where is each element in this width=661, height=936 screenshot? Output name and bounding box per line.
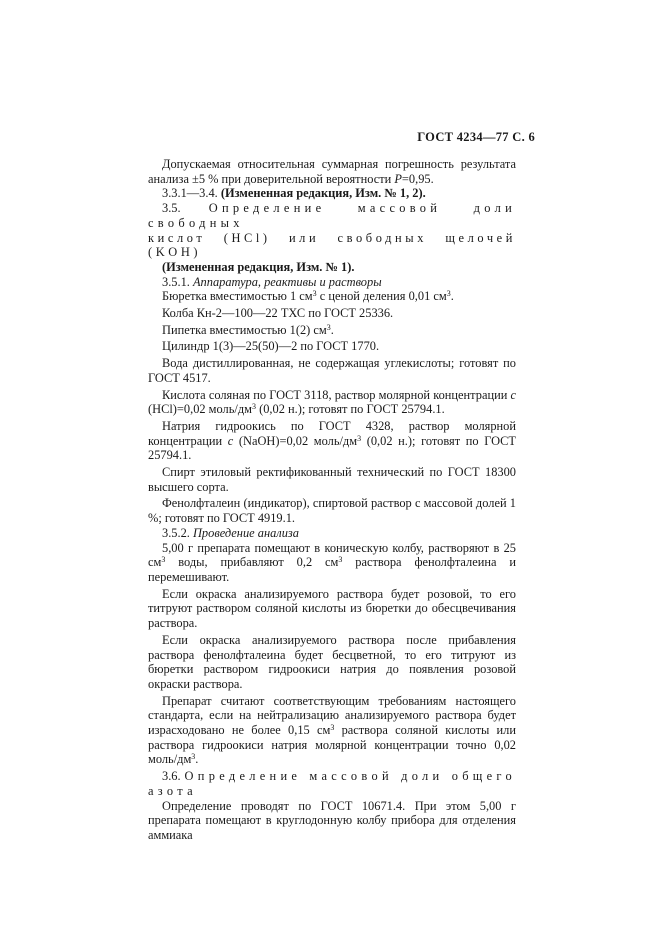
paragraph-accuracy: Допускаемая относительная суммарная погрешность результата анализа ±5 % при доверительной вероятности P=0,95. bbox=[148, 157, 516, 186]
item-ethanol: Спирт этиловый ректификованный технический по ГОСТ 18300 высшего сорта. bbox=[148, 465, 516, 494]
item-naoh: Натрия гидроокись по ГОСТ 4328, раствор молярной концентрации c (NaOH)=0,02 моль/$дм^3$ (0,02 н.); готовят по ГОСТ 25794.1. bbox=[148, 418, 517, 463]
item-hcl: Кислота соляная по ГОСТ 3118, раствор молярной концентрации c (HCl)=0,02 моль/$дм^3$ (0,02 н.); готовят по ГОСТ 25794.1. bbox=[148, 387, 516, 417]
document-body bbox=[148, 157, 516, 843]
procedure-step-2: Если окраска анализируемого раствора будет розовой, то его титруют раствором соляной кислоты из бюретки до обесцвечивания раствора. bbox=[148, 586, 516, 631]
section-3-5-1-heading: 3.5.1. Аппаратура, реактивы и растворы bbox=[162, 274, 382, 289]
paragraph-amendment-331: 3.3.1—3.4. (Измененная редакция, Изм. № 1, 2). bbox=[162, 186, 426, 201]
procedure-step-4: Препарат считают соответствующим требованиям настоящего стандарта, если на нейтрализацию анализируемого раствора будет израсходовано не более 0,15 $см^3$ раствора соляной кислоты или раствора гидроокиси натрия молярной концентрации точно 0,02 моль/$дм^3$. bbox=[148, 693, 516, 767]
item-flask: Колба Кн-2—100—22 ТХС по ГОСТ 25336. bbox=[162, 306, 394, 321]
section-3-5-2-heading: 3.5.2. Проведение анализа bbox=[162, 525, 299, 540]
item-water: Вода дистиллированная, не содержащая углекислоты; готовят по ГОСТ 4517. bbox=[148, 356, 516, 385]
section-3-5-heading-line2: кислот (HCl) или свободных щелочей (KOH) bbox=[148, 230, 516, 260]
section-3-6-heading: 3.6. Определение массовой доли общего азота bbox=[148, 769, 517, 798]
item-burette: Бюретка вместимостью 1 $см^3$ с ценой деления 0,01 $см^3$. bbox=[162, 289, 454, 304]
item-phenolphthalein: Фенолфталеин (индикатор), спиртовой раствор с массовой долей 1 %; готовят по ГОСТ 4919.1. bbox=[148, 496, 516, 526]
item-cylinder: Цилиндр 1(3)—25(50)—2 по ГОСТ 1770. bbox=[162, 339, 380, 354]
section-3-5-amendment: (Измененная редакция, Изм. № 1). bbox=[162, 259, 355, 274]
section-3-5-heading-line1: 3.5. Определение массовой доли свободных bbox=[148, 201, 517, 230]
item-pipette: Пипетка вместимостью 1(2) $см^3$. bbox=[162, 322, 334, 337]
procedure-step-3: Если окраска анализируемого раствора после прибавления раствора фенолфталеина будет бесцветной, то его титруют из бюретки раствором гидроокиси натрия до появления розовой окраски раствора. bbox=[148, 632, 516, 691]
page-header: ГОСТ 4234—77 С. 6 bbox=[417, 130, 535, 144]
nitrogen-paragraph: Определение проводят по ГОСТ 10671.4. При этом 5,00 г препарата помещают в круглодонную колбу прибора для отделения аммиака bbox=[148, 798, 516, 842]
procedure-step-1: 5,00 г препарата помещают в коническую колбу, растворяют в 25 $см^3$ воды, прибавляют 0,2 $см^3$ раствора фенолфталеина и перемешивают. bbox=[148, 540, 516, 584]
